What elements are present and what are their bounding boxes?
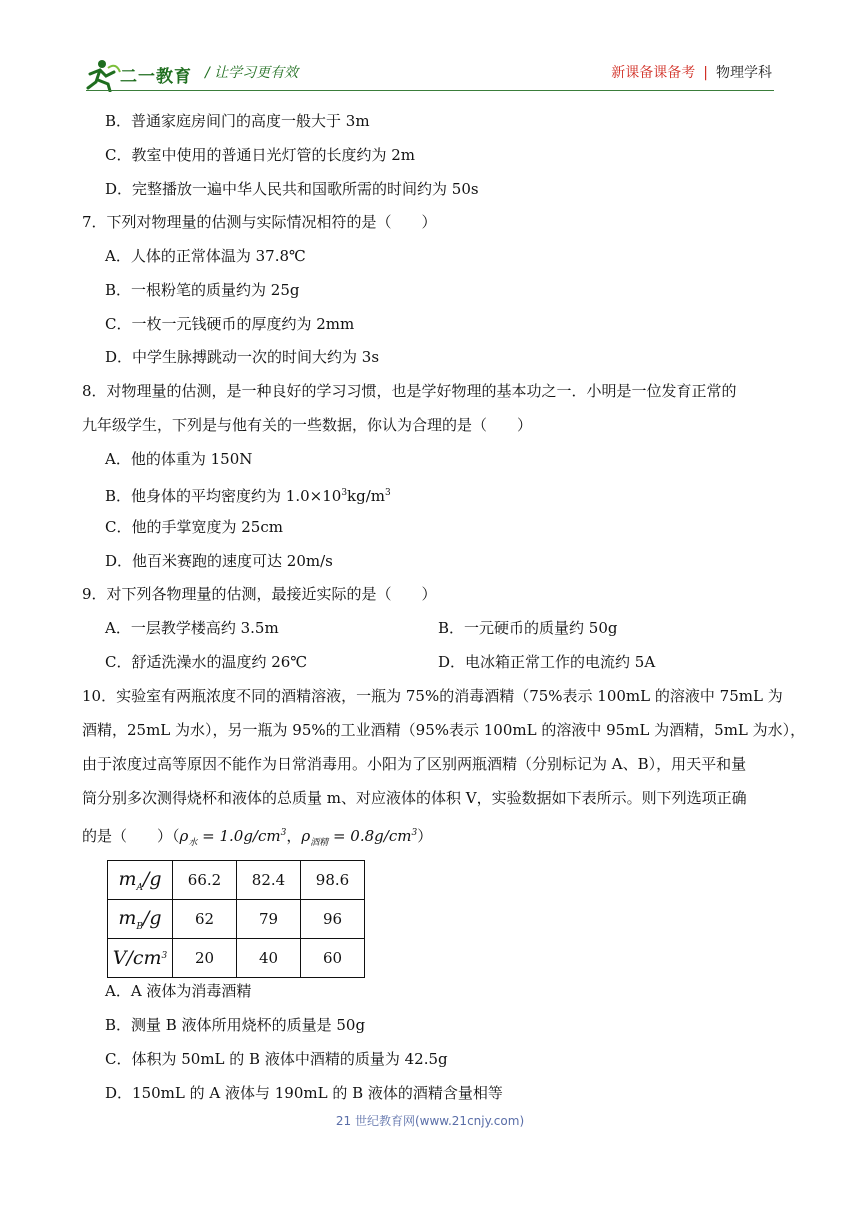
table-cell: 66.2 [173,861,237,900]
q6-option-b: B．普通家庭房间门的高度一般大于 3m [105,112,370,130]
q10-stem-line1: 10．实验室有两瓶浓度不同的酒精溶液，一瓶为 75%的消毒酒精（75%表示 100mL 的溶液中 75mL 为 [82,687,783,705]
q7-option-b: B．一根粉笔的质量约为 25g [105,281,300,299]
q7-option-a: A．人体的正常体温为 37.8℃ [105,247,306,265]
q6-option-d: D．完整播放一遍中华人民共和国歌所需的时间约为 50s [105,180,479,198]
rho-alcohol-subscript: 酒精 [310,838,329,848]
header-divider [86,90,774,91]
subject-label: 物理学科 [716,65,772,81]
table-cell: 60 [301,939,365,978]
table-cell: 79 [237,900,301,939]
rho-alcohol-value: = 0.8g/cm [328,827,412,845]
q9-option-a: A．一层教学楼高约 3.5m [105,619,279,637]
rho-alcohol: $\rho_{酒精} = 0.8g/cm^3$ [301,827,418,848]
slogan: / 让学习更有效 [205,65,299,81]
table-cell: 20 [173,939,237,978]
q7-option-c: C．一枚一元钱硬币的厚度约为 2mm [105,315,355,333]
table-row [108,939,365,978]
table-cell: 82.4 [237,861,301,900]
q8-option-b-unit-exp: 3 [385,488,391,498]
header-tagline: 新课备课备考 [611,65,696,81]
q10-stem-line5-text: 的是（ ）（ [82,827,180,845]
q8-option-d: D．他百米赛跑的速度可达 20m/s [105,552,333,570]
q10-option-c: C．体积为 50mL 的 B 液体中酒精的质量为 42.5g [105,1050,448,1068]
q9-option-c: C．舒适洗澡水的温度约 26℃ [105,653,308,671]
q10-option-d: D．150mL 的 A 液体与 190mL 的 B 液体的酒精含量相等 [105,1084,503,1102]
table-row [108,861,365,900]
q8-option-b-unit: kg/m [347,487,386,505]
q7-option-d: D．中学生脉搏跳动一次的时间大约为 3s [105,348,380,366]
rho-water-value: = 1.0g/cm [197,827,281,845]
header-subject [611,62,772,82]
q9-stem: 9．对下列各物理量的估测，最接近实际的是（ ） [82,585,437,603]
q10-option-a: A．A 液体为消毒酒精 [105,982,252,1000]
q6-option-c: C．教室中使用的普通日光灯管的长度约为 2m [105,146,416,164]
q9-option-d: D．电冰箱正常工作的电流约 5A [438,653,656,671]
row-label-mb: $m_B/g$ [108,900,173,939]
rho-water-subscript: 水 [188,838,198,848]
page-header [0,0,860,96]
q10-stem-line2: 酒精，25mL 为水），另一瓶为 95%的工业酒精（95%表示 100mL 的溶液中 95mL 为酒精，5mL 为水）， [82,721,806,739]
q8-option-b-text: B．他身体的平均密度约为 1.0×10 [105,487,342,505]
data-table [107,860,365,978]
row-label-ma: $m_A/g$ [108,861,173,900]
logo-text: 二一教育 [120,67,192,87]
q8-option-c: C．他的手掌宽度为 25cm [105,518,283,536]
page-footer: 21 世纪教育网(www.21cnjy.com) [335,1114,525,1128]
q8-option-b-exp: 3 [341,488,348,498]
q7-stem: 7．下列对物理量的估测与实际情况相符的是（ ） [82,213,437,231]
table-cell: 96 [301,900,365,939]
q8-stem-line1: 8．对物理量的估测，是一种良好的学习习惯，也是学好物理的基本功之一．小明是一位发育正常的 [82,382,737,400]
q10-stem-line5: 的是（ ）（$\rho_水 = 1.0g/cm^3$，$\rho_{酒精} = 0.8g/cm^3$） [82,827,433,848]
q8-stem-line2: 九年级学生，下列是与他有关的一些数据，你认为合理的是（ ） [82,416,533,434]
header-separator: | [703,65,708,81]
q10-option-b: B．测量 B 液体所用烧杯的质量是 50g [105,1016,366,1034]
table-cell: 40 [237,939,301,978]
q8-option-b [105,483,391,506]
row-label-volume: $V/cm^3$ [108,939,173,978]
table-row [108,900,365,939]
q10-stem-line3: 由于浓度过高等原因不能作为日常消毒用。小阳为了区别两瓶酒精（分别标记为 A、B），用天平和量 [82,755,747,773]
q8-option-a: A．他的体重为 150N [105,450,253,468]
q9-option-b: B．一元硬币的质量约 50g [438,619,618,637]
table-cell: 98.6 [301,861,365,900]
table-cell: 62 [173,900,237,939]
q10-stem-line4: 筒分别多次测得烧杯和液体的总质量 m、对应液体的体积 V，实验数据如下表所示。则下列选项正确 [82,789,747,807]
rho-water: $\rho_水 = 1.0g/cm^3$ [179,827,287,848]
